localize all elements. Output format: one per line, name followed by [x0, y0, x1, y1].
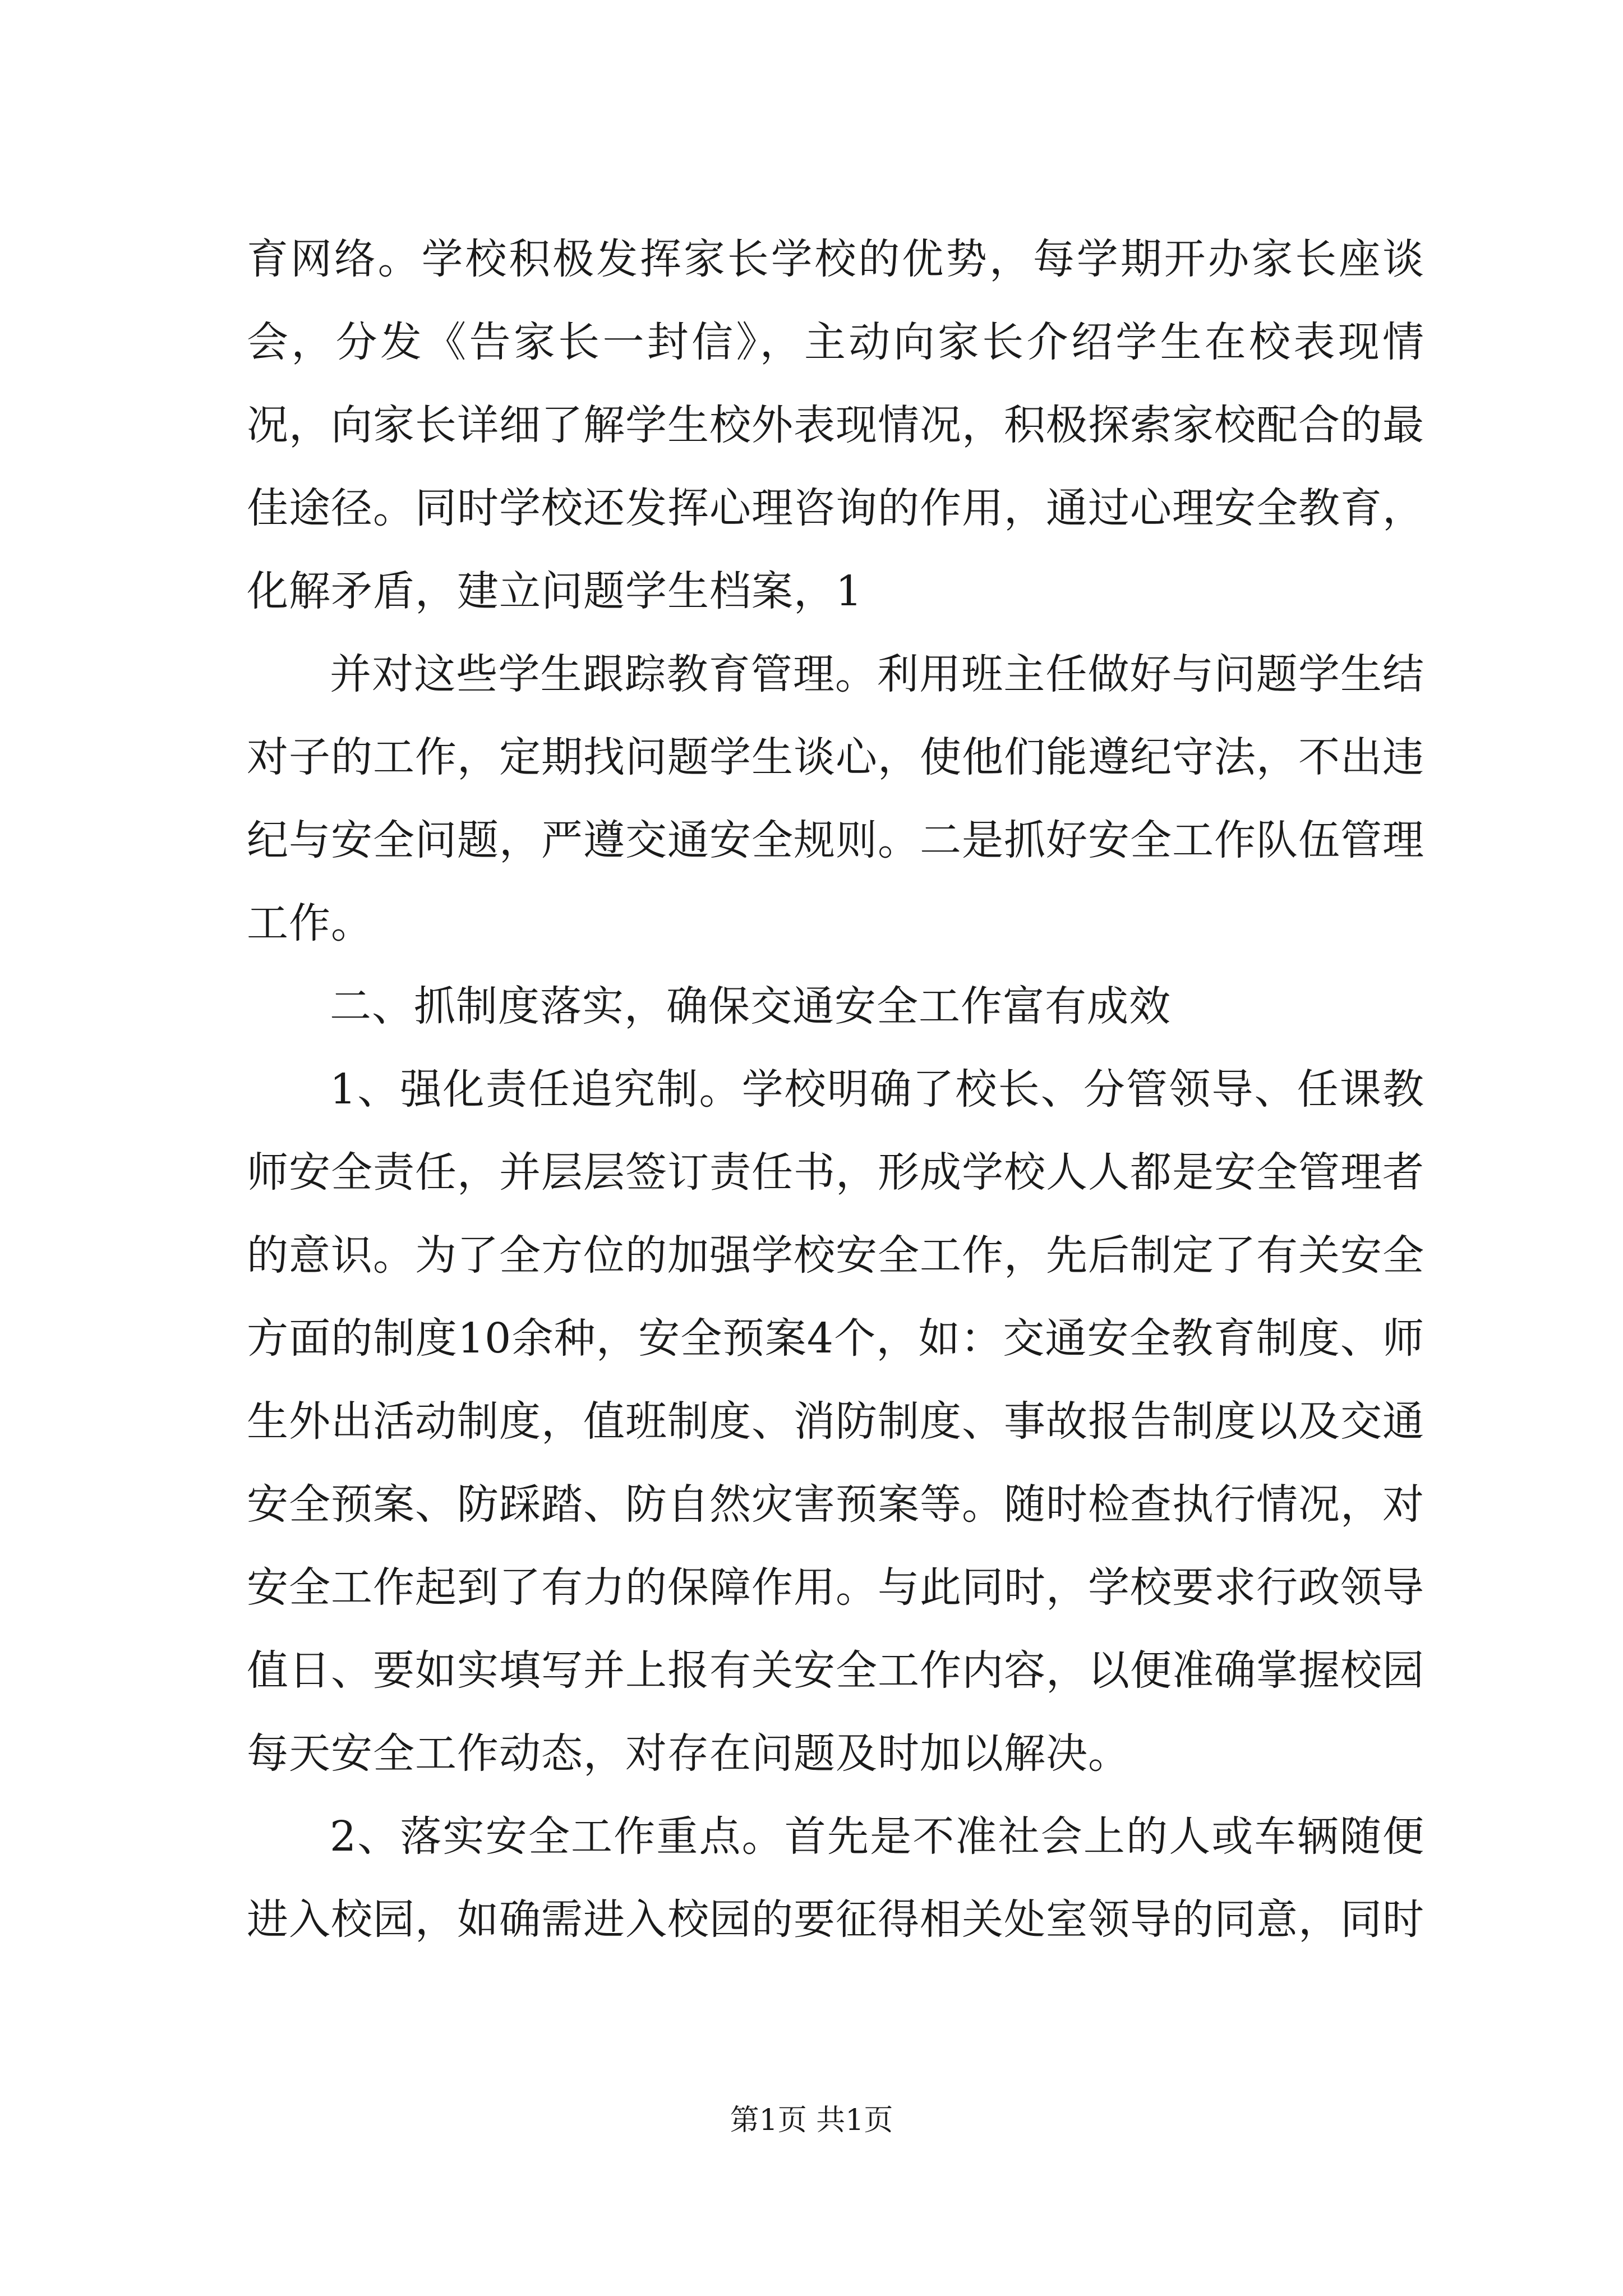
document-body [247, 218, 1424, 1961]
paragraph-responsibility: 1、强化责任追究制。学校明确了校长、分管领导、任课教师安全责任，并层层签订责任书，形成学校人人都是安全管理者的意识。为了全方位的加强学校安全工作，先后制定了有关安全方面的制度10余种，安全预案4个，如：交通安全教育制度、师生外出活动制度，值班制度、消防制度、事故报告制度以及交通安全预案、防踩踏、防自然灾害预案等。随时检查执行情况，对安全工作起到了有力的保障作用。与此同时，学校要求行政领导值日、要如实填写并上报有关安全工作内容，以便准确掌握校园每天安全工作动态，对存在问题及时加以解决。 [247, 1065, 1424, 1778]
paragraph-tracking-management: 并对这些学生跟踪教育管理。利用班主任做好与问题学生结对子的工作，定期找问题学生谈心，使他们能遵纪守法，不出违纪与安全问题，严遵交通安全规则。二是抓好安全工作队伍管理工作。 [247, 650, 1424, 947]
paragraph-safety-focus: 2、落实安全工作重点。首先是不准社会上的人或车辆随便进入校园，如确需进入校园的要征得相关处室领导的同意，同时 [247, 1812, 1424, 1944]
section-heading-two: 二、抓制度落实，确保交通安全工作富有成效 [330, 982, 1171, 1030]
paragraph-continuation: 育网络。学校积极发挥家长学校的优势，每学期开办家长座谈会，分发《告家长一封信》，主动向家长介绍学生在校表现情况，向家长详细了解学生校外表现情况，积极探索家校配合的最佳途径。同时学校还发挥心理咨询的作用，通过心理安全教育，化解矛盾，建立问题学生档案，1 [247, 235, 1424, 615]
page-footer: 第1页 共1页 [730, 2104, 893, 2137]
